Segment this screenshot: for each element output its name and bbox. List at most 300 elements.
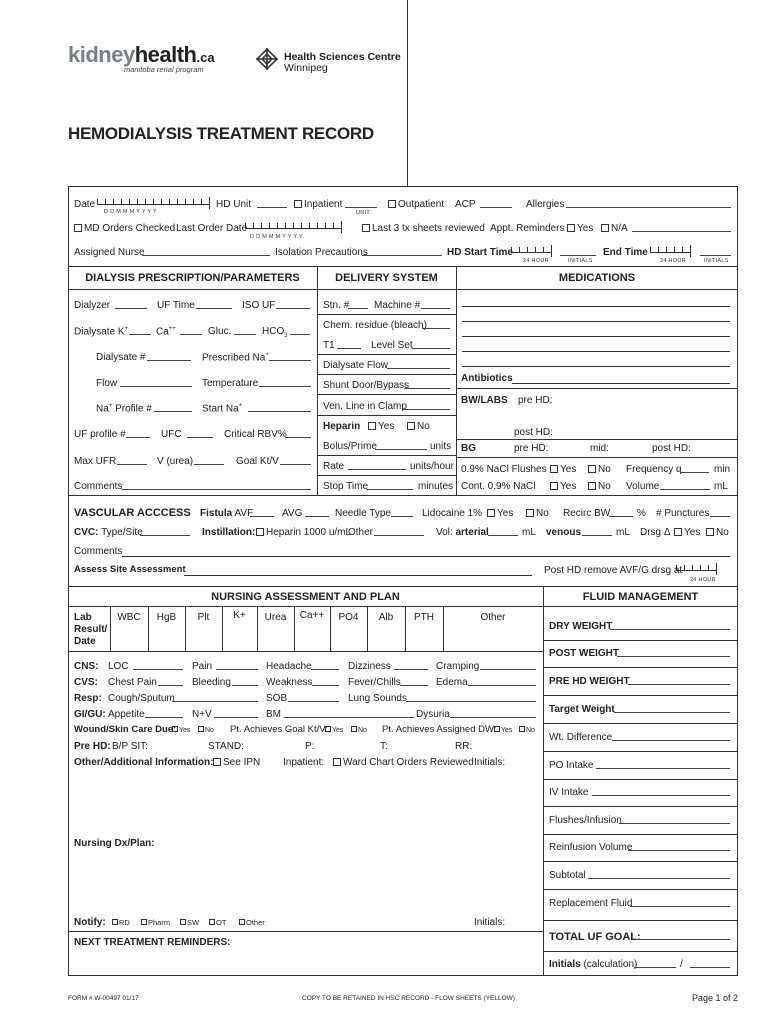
allergies-label: Allergies <box>526 199 565 210</box>
replacement-label: Replacement Fluid <box>549 898 633 909</box>
dialysate-k-label: Dialysate K+ <box>74 326 129 338</box>
drsg-yes-checkbox[interactable] <box>674 528 682 536</box>
lab-col-plt: Plt <box>197 612 210 623</box>
drsg-label: Drsg Δ <box>640 527 671 538</box>
ufc-field[interactable] <box>187 429 213 442</box>
dialyzer-label: Dialyzer <box>74 300 111 311</box>
post-weight-field[interactable] <box>617 648 730 661</box>
cramping-field[interactable] <box>480 661 536 674</box>
rule-col-2 <box>456 266 457 495</box>
acp-field[interactable] <box>480 199 512 212</box>
appt-na-option[interactable]: N/A <box>601 223 628 235</box>
needle-label: Needle Type <box>335 508 391 519</box>
replacement-field[interactable] <box>630 898 730 911</box>
notify-sw-checkbox[interactable] <box>180 919 186 925</box>
hd-unit-field[interactable] <box>257 199 287 212</box>
notify-other-checkbox[interactable] <box>239 919 245 925</box>
wound-yes-checkbox[interactable] <box>172 726 178 732</box>
nacl-no-checkbox[interactable] <box>588 465 596 473</box>
level-set-field[interactable] <box>412 340 450 353</box>
weakness-field[interactable] <box>312 677 339 690</box>
nacl-yes-checkbox[interactable] <box>550 465 558 473</box>
appt-reminders-label: Appt. Reminders <box>490 223 565 234</box>
ward-chart-checkbox[interactable] <box>333 758 341 766</box>
lidocaine-yes-checkbox[interactable] <box>487 509 495 517</box>
logo-tagline: manitoba renal program <box>124 65 204 74</box>
rate-field[interactable] <box>348 461 406 474</box>
venous-field[interactable] <box>582 527 612 540</box>
dw-no-option[interactable]: No <box>519 726 535 735</box>
pain-field[interactable] <box>216 661 258 674</box>
start-na-field[interactable] <box>248 403 311 416</box>
cvc-field[interactable] <box>140 527 190 540</box>
stop-time-minutes: minutes <box>418 481 454 492</box>
achieves-dw-label: Pt. Achieves Assigned DW: <box>382 724 497 735</box>
logo-brand-a: kidney <box>68 42 135 67</box>
avg-field[interactable] <box>305 508 329 521</box>
notify-initials-label: Initials: <box>474 917 506 928</box>
iv-intake-label: IV Intake <box>549 787 589 798</box>
recirc-field[interactable] <box>609 508 633 521</box>
loc-field[interactable] <box>133 661 183 674</box>
cont-yes-checkbox[interactable] <box>550 482 558 490</box>
end-time-ticks[interactable] <box>650 245 691 257</box>
fever-field[interactable] <box>400 677 428 690</box>
bm-field[interactable] <box>284 709 414 722</box>
fluid-rule-6 <box>543 779 738 780</box>
ktv-yes-checkbox[interactable] <box>325 726 331 732</box>
rule-meds-bg <box>456 439 738 440</box>
critical-rbv-label: Critical RBV% <box>224 429 287 440</box>
med-line-1 <box>462 306 730 307</box>
vascular-header: VASCULAR ACCCESS <box>74 507 191 519</box>
rule-delivery-3 <box>317 374 456 375</box>
bolus-units: units <box>430 441 452 452</box>
max-ufr-label: Max UFR <box>74 456 117 467</box>
hd-start-ticks[interactable] <box>511 245 552 257</box>
edema-label: Edema <box>436 677 468 688</box>
inpatient-option[interactable]: Inpatient <box>294 199 342 211</box>
wound-label: Wound/Skin Care Due: <box>74 724 177 735</box>
frequency-field[interactable] <box>681 464 709 477</box>
dw-no-checkbox[interactable] <box>519 726 525 732</box>
post-hd-remove-label: Post HD remove AVF/G drsg at <box>544 565 683 576</box>
post-hd-remove-sub: 24 HOUR <box>690 577 716 583</box>
next-treatment-label: NEXT TREATMENT REMINDERS: <box>74 937 231 948</box>
hd-unit-label: HD Unit <box>216 199 252 210</box>
reinfusion-field[interactable] <box>628 842 730 855</box>
last3-checkbox[interactable] <box>362 224 370 232</box>
post-weight-label: POST WEIGHT <box>549 648 619 659</box>
stop-time-label: Stop Time <box>323 481 369 492</box>
bp-sit-label: B/P SIT: <box>112 741 148 752</box>
med-line-3 <box>462 336 730 337</box>
temperature-field[interactable] <box>259 378 311 391</box>
rule-delivery-2 <box>317 354 456 355</box>
ven-line-field[interactable] <box>402 401 450 414</box>
lab-col-k: K+ <box>233 610 246 621</box>
appt-yes-checkbox[interactable] <box>567 224 575 232</box>
cough-field[interactable] <box>172 693 258 706</box>
avg-label: AVG <box>282 508 303 519</box>
last-order-date-ticks[interactable] <box>245 221 342 233</box>
t1-label: T1 <box>323 340 335 351</box>
vascular-comments-line <box>122 556 730 557</box>
drsg-yes-option[interactable]: Yes <box>674 527 700 539</box>
hd-start-label: HD Start Time <box>447 247 513 258</box>
stn-field[interactable] <box>348 300 368 313</box>
assigned-nurse-label: Assigned Nurse <box>74 247 145 258</box>
edema-field[interactable] <box>468 677 536 690</box>
page-title: HEMODIALYSIS TREATMENT RECORD <box>68 124 374 143</box>
dry-weight-field[interactable] <box>610 621 730 634</box>
last-order-date-label: Last Order Date <box>176 223 248 234</box>
rule-delivery-1 <box>317 314 456 315</box>
po-intake-label: PO Intake <box>549 760 594 771</box>
v-urea-field[interactable] <box>194 456 224 469</box>
chem-field[interactable] <box>422 320 450 333</box>
ktv-yes-option[interactable]: Yes <box>325 726 343 735</box>
shunt-field[interactable] <box>404 380 450 393</box>
wt-diff-label: Wt. Difference <box>549 732 613 743</box>
flushes-label: Flushes/Infusion <box>549 815 622 826</box>
achieves-ktv-label: Pt. Achieves Goal Kt/V: <box>230 724 328 735</box>
lab-col-urea: Urea <box>264 612 287 623</box>
stand-label: STAND: <box>208 741 244 752</box>
fluid-rule-2 <box>543 667 738 668</box>
rule-meds-bw <box>456 388 738 389</box>
dw-yes-checkbox[interactable] <box>494 726 500 732</box>
lung-sounds-field[interactable] <box>406 693 536 706</box>
instillation-label: Instillation: <box>202 527 256 538</box>
dw-yes-option[interactable]: Yes <box>494 726 512 735</box>
end-time-initials-sub: INITIALS <box>704 258 729 264</box>
dry-weight-label: DRY WEIGHT <box>549 621 613 632</box>
headache-label: Headache <box>266 661 312 672</box>
chem-label: Chem. residue (bleach) <box>323 320 427 331</box>
last3-option[interactable]: Last 3 tx sheets reviewed <box>362 223 485 235</box>
na-profile-field[interactable] <box>154 403 192 416</box>
bwlabs-label: BW/LABS <box>461 395 508 406</box>
notify-pharm-option[interactable]: Pharm <box>141 919 170 928</box>
unit-sub: UNIT <box>356 210 371 216</box>
drsg-no-option[interactable]: No <box>706 527 729 539</box>
post-hd-remove-ticks[interactable] <box>676 563 717 575</box>
cramping-label: Cramping <box>436 661 480 672</box>
pulse-label: P: <box>305 741 315 752</box>
inpatient-checkbox[interactable] <box>294 200 302 208</box>
dizziness-field[interactable] <box>394 661 428 674</box>
uf-profile-label: UF profile # <box>74 429 126 440</box>
notify-rd-option[interactable]: RD <box>112 919 130 928</box>
bolus-field[interactable] <box>375 441 427 454</box>
notify-label: Notify: <box>74 917 106 928</box>
hd-start-initials-sub: INITIALS <box>568 258 593 264</box>
delivery-header: DELIVERY SYSTEM <box>335 272 438 284</box>
heparin-label: Heparin <box>323 421 361 432</box>
rule-delivery-6 <box>317 455 456 456</box>
wound-yes-option[interactable]: Yes <box>172 726 190 735</box>
bw-post-hd-label: post HD: <box>514 427 553 438</box>
dysuria-label: Dysuria <box>416 709 450 720</box>
lidocaine-yes-option[interactable]: Yes <box>487 508 513 520</box>
rule-fluid-col <box>543 586 544 976</box>
see-ipn-option[interactable]: See IPN <box>213 757 260 769</box>
rule-lab-bottom <box>68 651 543 652</box>
lab-label-2: Result/ <box>74 624 108 635</box>
appetite-field[interactable] <box>145 709 183 722</box>
frequency-label: Frequency q <box>626 464 682 475</box>
nursing-dx-label: Nursing Dx/Plan: <box>74 838 155 849</box>
hsc-line1: Health Sciences Centre <box>284 51 401 63</box>
appt-na-checkbox[interactable] <box>601 224 609 232</box>
see-ipn-checkbox[interactable] <box>213 758 221 766</box>
stn-label: Stn. # <box>323 300 350 311</box>
initials-calc-label: Initials (calculation) <box>549 959 638 970</box>
initials-calc-slash: / <box>680 959 683 970</box>
hsc-logo-icon <box>254 46 280 72</box>
stop-time-field[interactable] <box>367 481 413 494</box>
heparin-no-checkbox[interactable] <box>407 422 415 430</box>
flow-label: Flow <box>96 378 118 389</box>
fistula-label: Fistula AVF <box>200 508 254 519</box>
sob-label: SOB <box>266 693 288 704</box>
volume-label: Volume <box>626 481 660 492</box>
vol-label: Vol: arterial <box>436 527 489 538</box>
assigned-nurse-field[interactable] <box>142 247 270 260</box>
rule-next-treatment <box>68 931 543 932</box>
fluid-rule-1 <box>543 640 738 641</box>
iv-intake-field[interactable] <box>592 787 730 800</box>
notify-ot-checkbox[interactable] <box>209 919 215 925</box>
notify-ot-option[interactable]: OT <box>209 919 226 928</box>
arterial-field[interactable] <box>488 527 518 540</box>
rule-meds-nacl <box>456 457 738 458</box>
ca-label: Ca++ <box>156 326 176 338</box>
dialyzer-field[interactable] <box>115 300 147 313</box>
lab-col-ca: Ca++ <box>299 610 325 621</box>
goal-ktv-field[interactable] <box>280 456 311 469</box>
dialysate-num-label: Dialysate # <box>96 352 146 363</box>
md-orders-option[interactable]: MD Orders Checked <box>74 223 175 235</box>
iso-uf-field[interactable] <box>276 300 310 313</box>
appt-field[interactable] <box>632 223 731 236</box>
notify-sw-option[interactable]: SW <box>180 919 199 928</box>
antibiotics-label: Antibiotics <box>461 373 513 384</box>
notify-rd-checkbox[interactable] <box>112 919 118 925</box>
fluid-rule-3 <box>543 695 738 696</box>
md-orders-checkbox[interactable] <box>74 224 82 232</box>
lab-col-po4: PO4 <box>338 612 359 623</box>
goal-ktv-label: Goal Kt/V <box>236 456 279 467</box>
machine-field[interactable] <box>421 300 450 313</box>
notify-other-option[interactable]: Other <box>239 919 265 928</box>
instill-other-field[interactable] <box>374 527 424 540</box>
end-time-label: End Time <box>603 247 648 258</box>
lung-sounds-label: Lung Sounds <box>348 693 407 704</box>
heparin-yes-option[interactable]: Yes <box>368 421 394 433</box>
venous-ml: mL <box>616 527 630 538</box>
ktv-no-checkbox[interactable] <box>351 726 357 732</box>
uf-profile-field[interactable] <box>126 429 150 442</box>
bolus-label: Bolus/Prime <box>323 441 377 452</box>
ca-field[interactable] <box>180 326 202 339</box>
arterial-ml: mL <box>522 527 536 538</box>
logo-brand-c: .ca <box>196 50 215 65</box>
pain-label: Pain <box>192 661 213 672</box>
wt-diff-field[interactable] <box>612 732 730 745</box>
fluid-rule-11 <box>543 920 738 921</box>
drsg-no-checkbox[interactable] <box>706 528 714 536</box>
reinfusion-label: Reinfusion Volume <box>549 842 633 853</box>
allergies-field[interactable] <box>566 199 731 212</box>
notify-pharm-checkbox[interactable] <box>141 919 147 925</box>
bleeding-label: Bleeding <box>192 677 231 688</box>
chest-pain-field[interactable] <box>158 677 183 690</box>
nv-field[interactable] <box>214 709 258 722</box>
cont-yes-option[interactable]: Yes <box>550 481 576 493</box>
dysuria-field[interactable] <box>450 709 536 722</box>
rule-delivery-5 <box>317 415 456 416</box>
v-urea-label: V (urea) <box>157 456 194 467</box>
cough-label: Cough/Sputum <box>108 693 175 704</box>
pre-weight-field[interactable] <box>628 676 730 689</box>
fluid-rule-10 <box>543 889 738 890</box>
outpatient-option[interactable]: Outpatient <box>388 199 444 211</box>
fluid-rule-5 <box>543 751 738 752</box>
total-uf-goal-label: TOTAL UF GOAL: <box>549 931 641 943</box>
lab-col-pth: PTH <box>414 612 434 623</box>
dialysis-header: DIALYSIS PRESCRIPTION/PARAMETERS <box>85 272 300 284</box>
flushes-field[interactable] <box>619 815 730 828</box>
hco3-field[interactable] <box>290 326 310 339</box>
assess-site-label: Assess Site Assessment <box>74 564 186 575</box>
gluc-field[interactable] <box>234 326 256 339</box>
gigu-label: GI/GU: <box>74 709 106 720</box>
kidneyhealth-logo <box>68 42 215 67</box>
frequency-min: min <box>714 464 731 475</box>
lidocaine-no-option[interactable]: No <box>526 508 549 520</box>
ward-chart-option[interactable]: Ward Chart Orders Reviewed <box>333 757 474 769</box>
date-sub: D D M M M Y Y Y Y <box>104 209 157 215</box>
target-weight-field[interactable] <box>614 704 730 717</box>
max-ufr-field[interactable] <box>117 456 147 469</box>
lidocaine-no-checkbox[interactable] <box>526 509 534 517</box>
appt-yes-option[interactable]: Yes <box>567 223 593 235</box>
fistula-field[interactable] <box>250 508 274 521</box>
punctures-field[interactable] <box>710 508 730 521</box>
loc-label: LOC <box>108 661 129 672</box>
lab-label-1: Lab <box>74 612 92 623</box>
cont-no-option[interactable]: No <box>588 481 611 493</box>
fluid-rule-9 <box>543 861 738 862</box>
bg-pre-hd-label: pre HD: <box>514 443 549 454</box>
heparin-yes-checkbox[interactable] <box>368 422 376 430</box>
rule-section-headers <box>68 289 738 290</box>
ktv-no-option[interactable]: No <box>351 726 367 735</box>
fluid-rule-4 <box>543 723 738 724</box>
date-ticks[interactable] <box>97 197 210 209</box>
lab-col-other: Other <box>480 612 506 623</box>
assess-site-line <box>184 575 532 576</box>
bleeding-field[interactable] <box>232 677 258 690</box>
cns-label: CNS: <box>74 661 99 672</box>
flow-field[interactable] <box>120 378 192 391</box>
prescribed-na-label: Prescribed Na+ <box>202 352 269 364</box>
bw-pre-hd-label: pre HD: <box>518 395 553 406</box>
med-line-2 <box>462 321 730 322</box>
fluid-rule-7 <box>543 806 738 807</box>
logo-brand-b: health <box>134 42 197 67</box>
total-uf-goal-field[interactable] <box>637 931 730 944</box>
po-intake-field[interactable] <box>596 760 730 773</box>
rule-lab-top <box>68 606 543 607</box>
pre-weight-label: PRE HD WEIGHT <box>549 676 630 687</box>
volume-field[interactable] <box>660 481 710 494</box>
initials-calc-field-1[interactable] <box>634 959 676 972</box>
isolation-field[interactable] <box>362 247 442 260</box>
heparin1000-checkbox[interactable] <box>256 528 264 536</box>
critical-rbv-field[interactable] <box>285 429 311 442</box>
rate-units: units/hour <box>410 461 454 472</box>
heparin1000-option[interactable]: Heparin 1000 u/mL <box>256 527 351 539</box>
hd-start-hour-sub: 24 HOUR <box>523 258 549 264</box>
subtotal-field[interactable] <box>588 870 730 883</box>
target-weight-label: Target Weight <box>549 704 615 715</box>
iso-uf-label: ISO UF <box>242 300 276 311</box>
dialysate-flow-field[interactable] <box>387 360 450 373</box>
fluid-rule-12 <box>543 951 738 952</box>
nacl-no-option[interactable]: No <box>588 464 611 476</box>
cvs-label: CVS: <box>74 677 98 688</box>
bg-post-hd-label: post HD: <box>652 443 691 454</box>
wound-no-checkbox[interactable] <box>198 726 204 732</box>
headache-field[interactable] <box>311 661 339 674</box>
volume-ml: mL <box>714 481 728 492</box>
subtotal-label: Subtotal <box>549 870 586 881</box>
outpatient-checkbox[interactable] <box>388 200 396 208</box>
uf-time-field[interactable] <box>196 300 232 313</box>
cont-nacl-label: Cont. 0.9% NaCl <box>461 481 536 492</box>
rule-top-sections <box>68 266 738 267</box>
fluid-header: FLUID MANAGEMENT <box>582 591 699 603</box>
cvc-label: CVC: Type/Site <box>74 527 143 538</box>
rate-label: Rate <box>323 461 345 472</box>
wound-no-option[interactable]: No <box>198 726 214 735</box>
uf-time-label: UF Time <box>157 300 195 311</box>
lab-col-hgb: HgB <box>156 612 177 623</box>
prescribed-na-field[interactable] <box>269 352 311 365</box>
appetite-label: Appetite <box>108 709 145 720</box>
sob-field[interactable] <box>288 693 339 706</box>
dialysis-comments-field[interactable] <box>122 481 311 494</box>
fluid-rule-8 <box>543 834 738 835</box>
heparin-no-option[interactable]: No <box>407 421 430 433</box>
initials-calc-field-2[interactable] <box>690 959 730 972</box>
vascular-comments-label: Comments <box>74 546 123 557</box>
t1-field[interactable] <box>337 340 361 353</box>
level-set-label: Level Set <box>371 340 413 351</box>
machine-label: Machine # <box>374 300 421 311</box>
venous-label: venous <box>546 527 582 538</box>
needle-field[interactable] <box>391 508 413 521</box>
dialysate-k-field[interactable] <box>129 326 151 339</box>
cont-no-checkbox[interactable] <box>588 482 596 490</box>
date-label: Date <box>74 199 96 210</box>
dialysate-num-field[interactable] <box>147 352 191 365</box>
prehd-label: Pre HD: <box>74 741 111 752</box>
nacl-yes-option[interactable]: Yes <box>550 464 576 476</box>
